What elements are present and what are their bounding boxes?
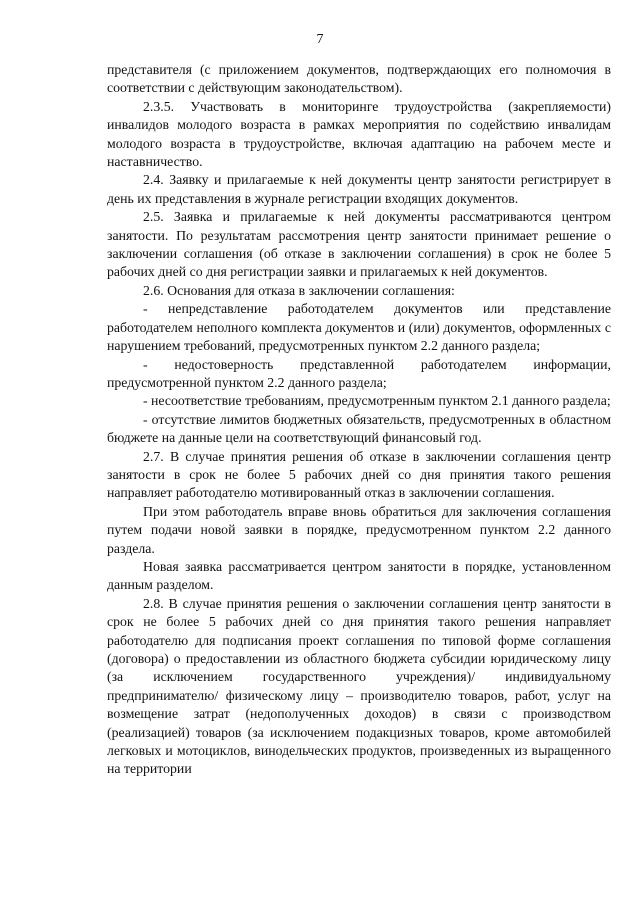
paragraph-2-7: 2.7. В случае принятия решения об отказе в заключении соглашения центр занятости в срок не более 5 рабочих дней со дня принятия такого решения направляет работодателю мотивированный отказ в заключении соглашения. — [107, 448, 611, 501]
document-body — [107, 61, 611, 779]
paragraph-reapply: При этом работодатель вправе вновь обратиться для заключения соглашения путем подачи новой заявки в порядке, предусмотренном пунктом 2.2 данного раздела. — [107, 503, 611, 556]
paragraph-new-application: Новая заявка рассматривается центром занятости в порядке, установленном данным разделом. — [107, 558, 611, 593]
paragraph-2-5: 2.5. Заявка и прилагаемые к ней документы рассматриваются центром занятости. По результатам рассмотрения центр занятости принимает решение о заключении соглашения (об отказе в заключении соглашения) в срок не более 5 рабочих дней со дня регистрации заявки и прилагаемых к ней документов. — [107, 209, 611, 280]
paragraph-2-6: 2.6. Основания для отказа в заключении соглашения: — [143, 282, 455, 298]
list-item-refusal-reason: - несоответствие требованиям, предусмотренным пунктом 2.1 данного раздела; — [143, 393, 611, 409]
list-item-refusal-reason: - недостоверность представленной работодателем информации, предусмотренной пунктом 2.2 данного раздела; — [107, 356, 611, 390]
list-item-refusal-reason: - непредставление работодателем документов или представление работодателем неполного комплекта документов и (или) документов, оформленных с нарушением требований, предусмотренных пунктом 2.2 данного раздела; — [107, 301, 611, 354]
paragraph-2-8: 2.8. В случае принятия решения о заключении соглашения центр занятости в срок не более 5 рабочих дней со дня принятия такого решения направляет работодателю для подписания проект соглашения по типовой форме соглашения (договора) о предоставлении из областного бюджета субсидии юридическому лицу (за исключением государственного учреждения)/ индивидуальному предпринимателю/ физическому лицу – производителю товаров, работ, услуг на возмещение затрат (недополученных доходов) в связи с производством (реализацией) товаров (за исключением подакцизных товаров, кроме автомобилей легковых и мотоциклов, винодельческих продуктов, произведенных из выращенного на территории — [107, 595, 611, 777]
page-number: 7 — [316, 32, 324, 47]
paragraph-continuation: представителя (с приложением документов, подтверждающих его полномочия в соответствии с действующим законодательством). — [107, 62, 611, 96]
paragraph-2-4: 2.4. Заявку и прилагаемые к ней документы центр занятости регистрирует в день их представления в журнале регистрации входящих документов. — [107, 172, 611, 206]
list-item-refusal-reason: - отсутствие лимитов бюджетных обязательств, предусмотренных в областном бюджете на данные цели на соответствующий финансовый год. — [107, 411, 611, 446]
paragraph-2-3-5: 2.3.5. Участвовать в мониторинге трудоустройства (закрепляемости) инвалидов молодого возраста в рамках мероприятия по содействию инвалидам молодого возраста в трудоустройстве, включая адаптацию на рабочем месте и наставничество. — [107, 98, 611, 170]
